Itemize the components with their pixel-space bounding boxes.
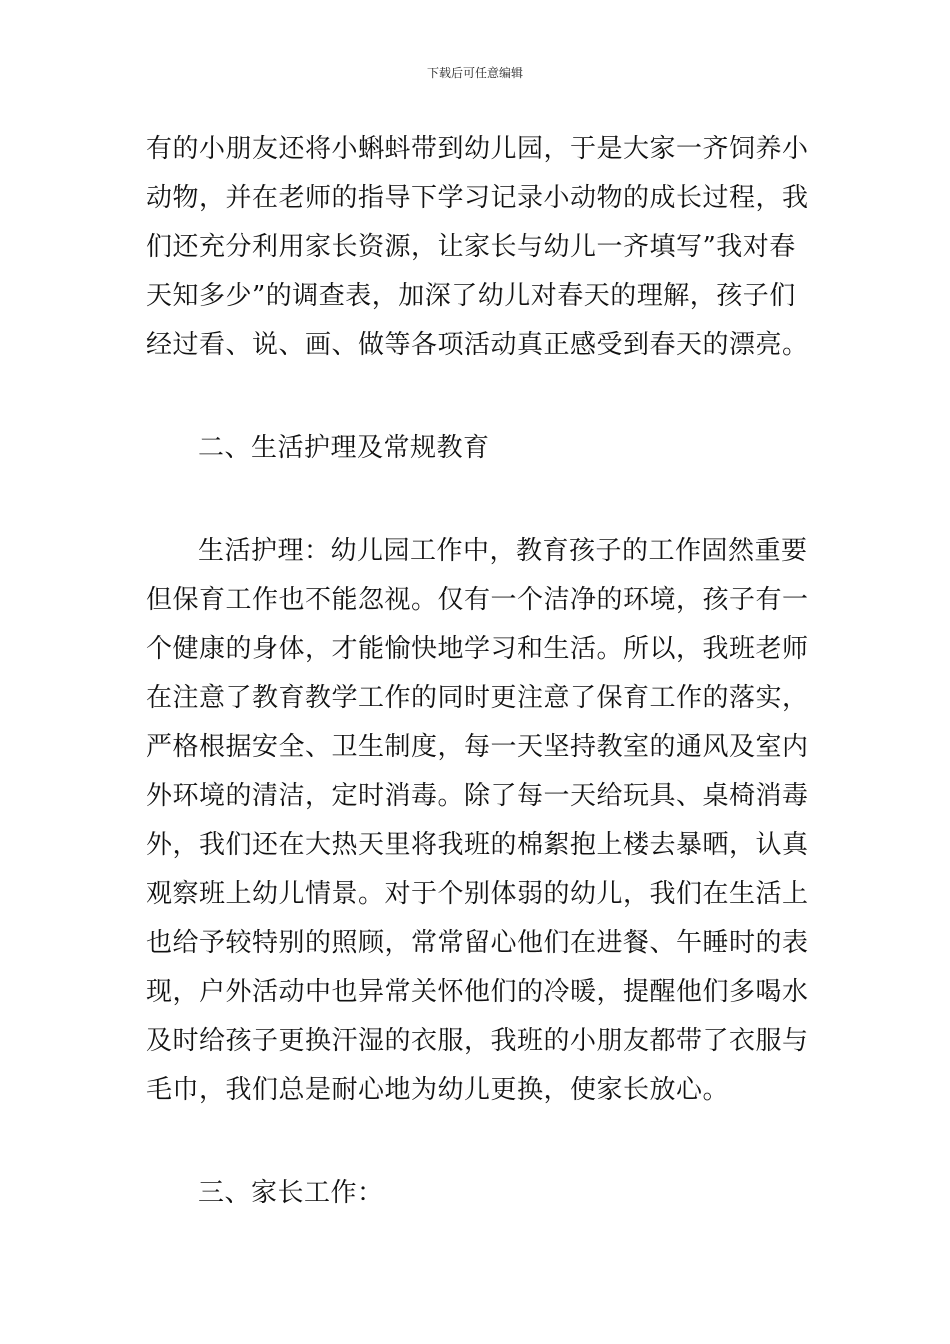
document-body (146, 125, 810, 1218)
text-line: 及时给孩子更换汗湿的衣服，我班的小朋友都带了衣服与 (146, 1026, 809, 1056)
text-line: 在注意了教育教学工作的同时更注意了保育工作的落实， (146, 683, 809, 713)
text-line: 天知多少”的调查表，加深了幼儿对春天的理解，孩子们 (146, 281, 796, 311)
text-line: 严格根据安全、卫生制度，每一天坚持教室的通风及室内 (146, 732, 809, 762)
text-line: 外环境的清洁，定时消毒。除了每一天给玩具、桌椅消毒 (146, 781, 809, 811)
text-line: 毛巾，我们总是耐心地为幼儿更换，使家长放心。 (146, 1075, 730, 1105)
paragraph-gap (146, 370, 810, 424)
heading-text: 三、家长工作： (198, 1178, 384, 1208)
text-line: 外，我们还在大热天里将我班的棉絮抱上楼去暴晒，认真 (146, 830, 809, 860)
text-line: 们还充分利用家长资源，让家长与幼儿一齐填写”我对春 (146, 232, 796, 262)
text-line: 动物，并在老师的指导下学习记录小动物的成长过程，我 (146, 183, 809, 213)
text-line: 但保育工作也不能忽视。仅有一个洁净的环境，孩子有一 (146, 585, 809, 615)
text-line: 生活护理：幼儿园工作中，教育孩子的工作固然重要 (198, 536, 808, 566)
heading-text: 二、生活护理及常规教育 (198, 433, 490, 463)
paragraph-life-care (146, 527, 810, 1115)
text-line: 也给予较特别的照顾，常常留心他们在进餐、午睡时的表 (146, 928, 809, 958)
page-header-note: 下载后可任意编辑 (426, 66, 523, 80)
paragraph-gap (146, 473, 810, 527)
paragraph-spring-activities (146, 125, 810, 370)
section-heading-parent-work (146, 1169, 810, 1218)
text-line: 有的小朋友还将小蝌蚪带到幼儿园，于是大家一齐饲养小 (146, 134, 809, 164)
paragraph-gap (146, 1115, 810, 1169)
text-line: 现，户外活动中也异常关怀他们的冷暖，提醒他们多喝水 (146, 977, 809, 1007)
text-line: 观察班上幼儿情景。对于个别体弱的幼儿，我们在生活上 (146, 879, 809, 909)
text-line: 经过看、说、画、做等各项活动真正感受到春天的漂亮。 (146, 330, 809, 360)
section-heading-life-care (146, 424, 810, 473)
text-line: 个健康的身体，才能愉快地学习和生活。所以，我班老师 (146, 634, 809, 664)
